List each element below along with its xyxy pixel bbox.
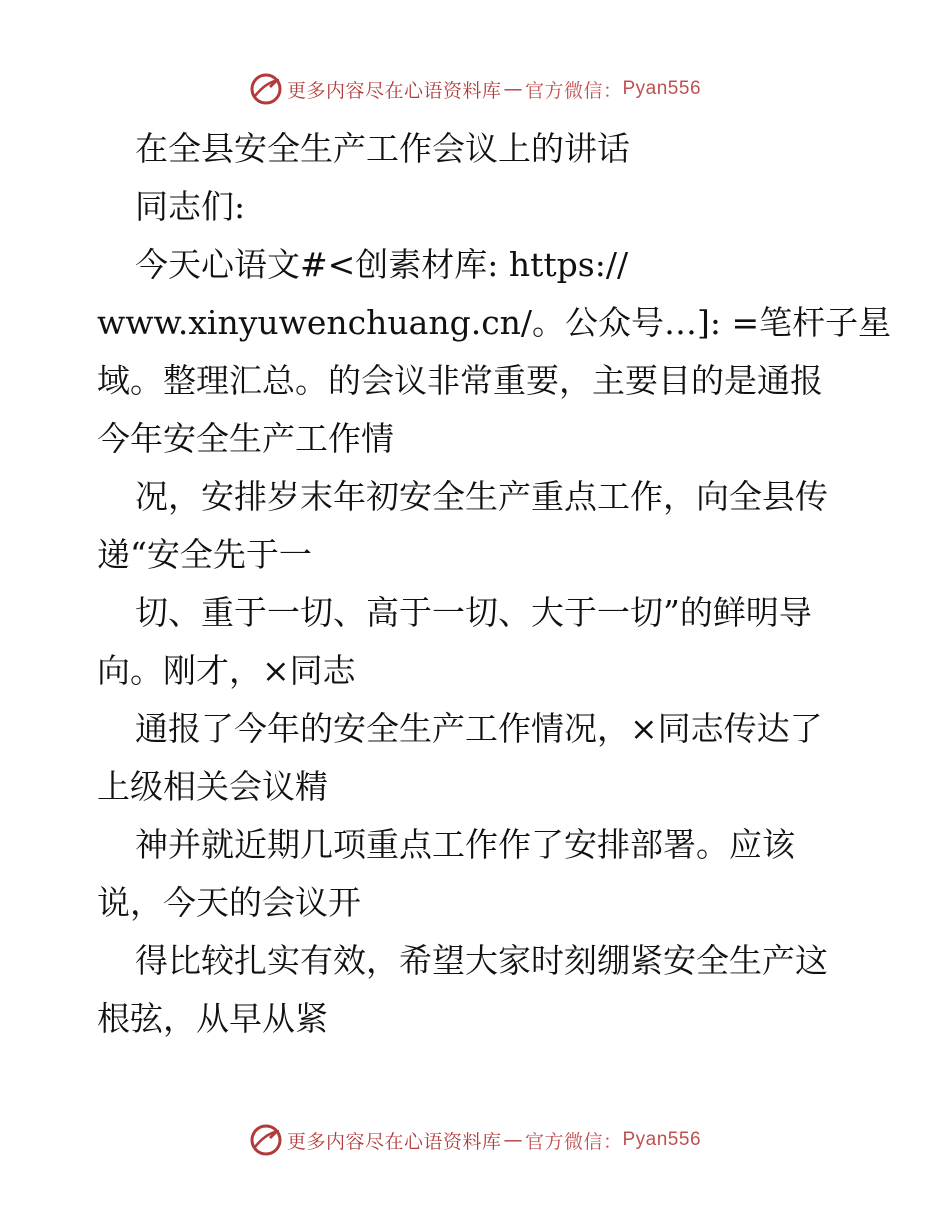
text-line: 切、重于一切、高于一切、大于一切”的鲜明导 bbox=[135, 593, 812, 632]
watermark-official: 官方微信： bbox=[524, 1130, 623, 1153]
pen-circle-logo-icon bbox=[249, 72, 283, 106]
watermark-dash: — bbox=[503, 78, 523, 100]
watermark-dash: — bbox=[503, 1129, 523, 1151]
watermark-text: 更多内容尽在心语资料库 bbox=[286, 79, 502, 102]
text-line: 通报了今年的安全生产工作情况，×同志传达了 bbox=[135, 709, 823, 748]
watermark-text: 更多内容尽在心语资料库 bbox=[286, 1130, 502, 1153]
document-title: 在全县安全生产工作会议上的讲话 bbox=[135, 129, 630, 168]
watermark-official: 官方微信： bbox=[524, 79, 623, 102]
text-line: 根弦，从早从紧 bbox=[97, 999, 328, 1038]
watermark-id: Pyan556 bbox=[622, 1129, 702, 1150]
text-line: www.xinyuwenchuang.cn/。公众号…]: =笔杆子星 bbox=[97, 303, 892, 342]
header-watermark bbox=[0, 72, 950, 106]
footer-watermark bbox=[0, 1123, 950, 1157]
text-line: 今天心语文#<创素材库: https:// bbox=[135, 245, 629, 284]
salutation: 同志们: bbox=[135, 187, 246, 226]
text-line: 今年安全生产工作情 bbox=[97, 419, 394, 458]
text-line: 得比较扎实有效，希望大家时刻绷紧安全生产这 bbox=[135, 941, 828, 980]
document-body bbox=[97, 120, 892, 1048]
text-line: 向。刚才，×同志 bbox=[97, 651, 356, 690]
text-line: 神并就近期几项重点工作作了安排部署。应该 bbox=[135, 825, 795, 864]
watermark-id: Pyan556 bbox=[622, 78, 702, 99]
text-line: 说，今天的会议开 bbox=[97, 883, 361, 922]
text-line: 域。整理汇总。的会议非常重要，主要目的是通报 bbox=[97, 361, 823, 400]
text-line: 递“安全先于一 bbox=[97, 535, 312, 574]
text-line: 上级相关会议精 bbox=[97, 767, 328, 806]
pen-circle-logo-icon bbox=[249, 1123, 283, 1157]
text-line: 况，安排岁末年初安全生产重点工作，向全县传 bbox=[135, 477, 828, 516]
